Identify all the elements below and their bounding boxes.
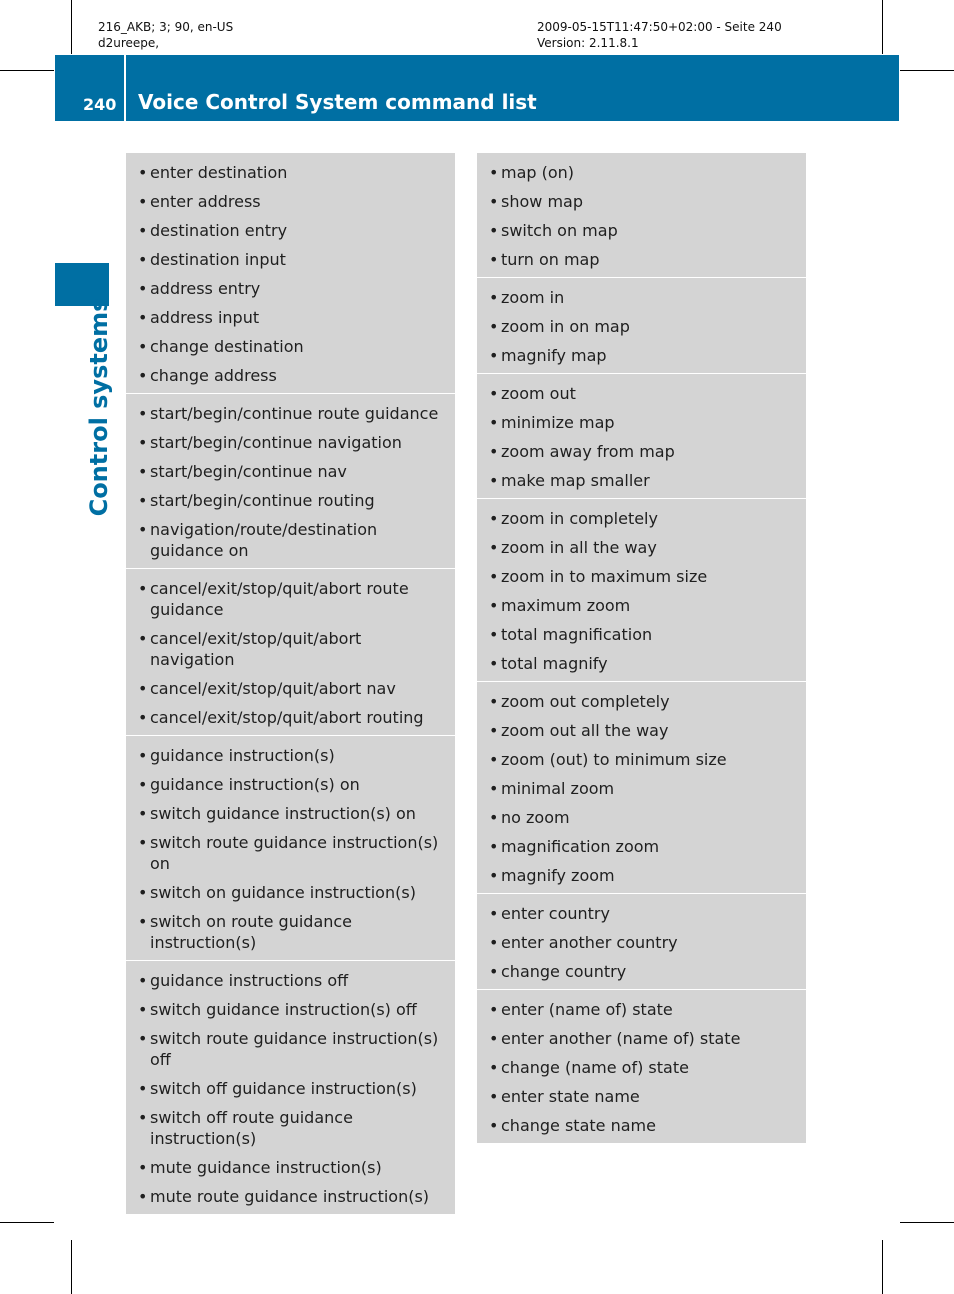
command-item: • enter another (name of) state xyxy=(489,1028,800,1049)
command-item: • total magnify xyxy=(489,653,800,674)
command-item: • guidance instructions off xyxy=(138,970,449,991)
command-item: • no zoom xyxy=(489,807,800,828)
command-group xyxy=(126,393,455,568)
command-item: • cancel/exit/stop/quit/abort routing xyxy=(138,707,449,728)
command-item: • zoom in to maximum size xyxy=(489,566,800,587)
crop-mark xyxy=(0,70,54,71)
command-group xyxy=(477,153,806,277)
command-item: • start/begin/continue navigation xyxy=(138,432,449,453)
command-group xyxy=(477,893,806,989)
command-item: • zoom away from map xyxy=(489,441,800,462)
command-item: • minimal zoom xyxy=(489,778,800,799)
meta-line: 216_AKB; 3; 90, en-US xyxy=(98,20,234,34)
crop-mark xyxy=(882,0,883,54)
command-item: • zoom out completely xyxy=(489,691,800,712)
command-item: • zoom in on map xyxy=(489,316,800,337)
crop-mark xyxy=(900,70,954,71)
crop-mark xyxy=(900,1222,954,1223)
command-item: • maximum zoom xyxy=(489,595,800,616)
command-item: • switch route guidance instruction(s) on xyxy=(138,832,449,874)
command-item: • zoom (out) to minimum size xyxy=(489,749,800,770)
command-item: • switch off guidance instruction(s) xyxy=(138,1078,449,1099)
command-item: • switch on route guidance instruction(s) xyxy=(138,911,449,953)
command-item: • make map smaller xyxy=(489,470,800,491)
command-item: • switch guidance instruction(s) off xyxy=(138,999,449,1020)
command-item: • switch guidance instruction(s) on xyxy=(138,803,449,824)
meta-line: d2ureepe, xyxy=(98,36,160,50)
command-item: • zoom in completely xyxy=(489,508,800,529)
command-item: • guidance instruction(s) xyxy=(138,745,449,766)
command-item: • magnify zoom xyxy=(489,865,800,886)
command-item: • change destination xyxy=(138,336,449,357)
command-item: • switch route guidance instruction(s) off xyxy=(138,1028,449,1070)
command-item: • switch on map xyxy=(489,220,800,241)
command-item: • switch off route guidance instruction(s) xyxy=(138,1107,449,1149)
command-item: • change state name xyxy=(489,1115,800,1136)
command-item: • mute route guidance instruction(s) xyxy=(138,1186,449,1207)
command-item: • address input xyxy=(138,307,449,328)
command-item: • guidance instruction(s) on xyxy=(138,774,449,795)
crop-mark xyxy=(0,1222,54,1223)
command-group xyxy=(477,373,806,498)
meta-line: 2009-05-15T11:47:50+02:00 - Seite 240 xyxy=(537,20,782,34)
meta-line: Version: 2.11.8.1 xyxy=(537,36,639,50)
command-item: • turn on map xyxy=(489,249,800,270)
right-command-column xyxy=(477,153,806,1143)
command-group xyxy=(126,153,455,393)
command-item: • address entry xyxy=(138,278,449,299)
command-item: • map (on) xyxy=(489,162,800,183)
command-item: • enter state name xyxy=(489,1086,800,1107)
page-title: Voice Control System command list xyxy=(138,90,537,114)
header-divider xyxy=(124,55,126,121)
command-group xyxy=(477,989,806,1143)
command-item: • enter another country xyxy=(489,932,800,953)
crop-mark xyxy=(882,1240,883,1294)
command-item: • change (name of) state xyxy=(489,1057,800,1078)
command-item: • show map xyxy=(489,191,800,212)
command-group xyxy=(126,568,455,735)
command-item: • switch on guidance instruction(s) xyxy=(138,882,449,903)
command-item: • start/begin/continue route guidance xyxy=(138,403,449,424)
command-item: • zoom out all the way xyxy=(489,720,800,741)
command-item: • zoom in all the way xyxy=(489,537,800,558)
command-item: • navigation/route/destination guidance on xyxy=(138,519,449,561)
command-item: • total magnification xyxy=(489,624,800,645)
command-item: • minimize map xyxy=(489,412,800,433)
command-item: • destination entry xyxy=(138,220,449,241)
command-item: • change address xyxy=(138,365,449,386)
command-group xyxy=(126,735,455,960)
command-item: • zoom in xyxy=(489,287,800,308)
command-item: • cancel/exit/stop/quit/abort nav xyxy=(138,678,449,699)
print-meta-left xyxy=(98,19,233,51)
command-item: • enter address xyxy=(138,191,449,212)
command-item: • cancel/exit/stop/quit/abort navigation xyxy=(138,628,449,670)
command-item: • cancel/exit/stop/quit/abort route guidance xyxy=(138,578,449,620)
left-command-column xyxy=(126,153,455,1214)
command-item: • destination input xyxy=(138,249,449,270)
command-item: • mute guidance instruction(s) xyxy=(138,1157,449,1178)
command-item: • change country xyxy=(489,961,800,982)
print-meta-right xyxy=(537,19,782,51)
section-label: Control systems xyxy=(85,297,113,517)
command-item: • magnify map xyxy=(489,345,800,366)
command-item: • enter destination xyxy=(138,162,449,183)
command-item: • enter (name of) state xyxy=(489,999,800,1020)
command-group xyxy=(477,681,806,893)
command-group xyxy=(477,277,806,373)
command-group xyxy=(126,960,455,1214)
command-item: • start/begin/continue nav xyxy=(138,461,449,482)
page-number: 240 xyxy=(83,95,117,114)
command-item: • enter country xyxy=(489,903,800,924)
crop-mark xyxy=(71,1240,72,1294)
command-item: • magnification zoom xyxy=(489,836,800,857)
command-item: • start/begin/continue routing xyxy=(138,490,449,511)
crop-mark xyxy=(71,0,72,54)
command-item: • zoom out xyxy=(489,383,800,404)
command-group xyxy=(477,498,806,681)
